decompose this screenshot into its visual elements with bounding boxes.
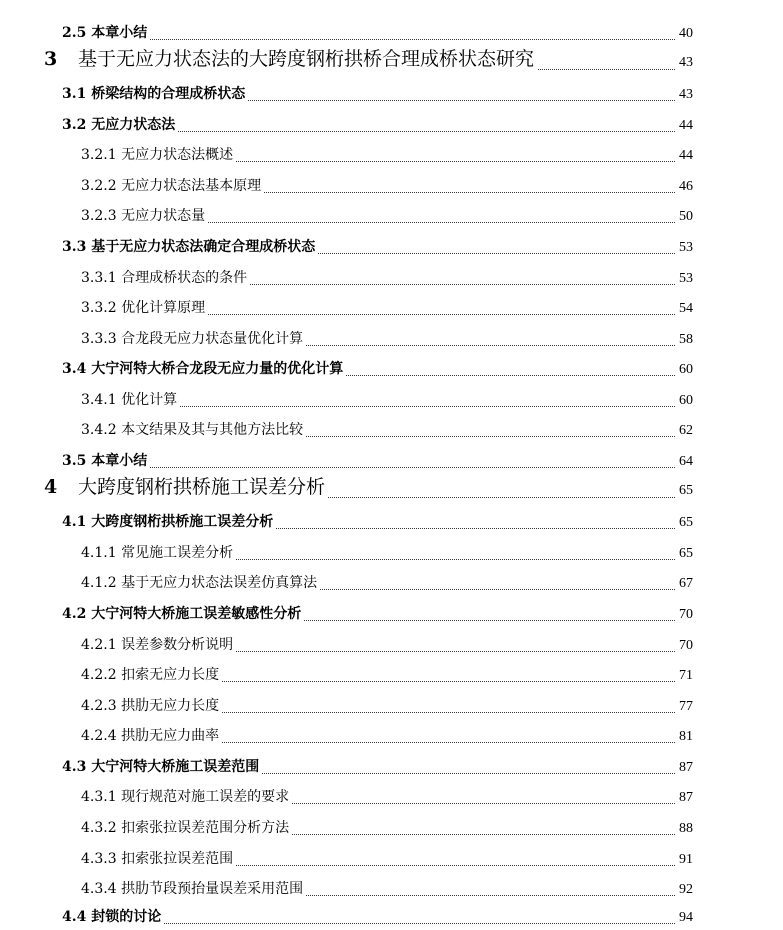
toc-entry-page: 65 — [676, 546, 693, 562]
toc-chapter-title — [44, 44, 537, 71]
chapter-number: 3 — [44, 48, 58, 70]
toc-entry[interactable] — [0, 383, 783, 413]
toc-entry[interactable] — [0, 689, 783, 719]
toc-entry[interactable] — [0, 199, 783, 229]
toc-entry[interactable] — [0, 322, 783, 352]
toc-entry-page: 43 — [676, 55, 693, 71]
toc-entry-title: 3.3.3 合龙段无应力状态量优化计算 — [81, 328, 306, 348]
toc-entry-page: 87 — [676, 760, 693, 776]
toc-entry-title: 4.2.3 拱肋无应力长度 — [81, 695, 222, 715]
toc-entry-page: 65 — [676, 483, 693, 499]
toc-chapter-title — [44, 472, 328, 499]
toc-entry[interactable] — [0, 169, 783, 199]
toc-entry-page: 60 — [676, 393, 693, 409]
toc-entry-page: 77 — [676, 699, 693, 715]
toc-entry-title: 4.1.2 基于无应力状态法误差仿真算法 — [81, 572, 320, 592]
toc-entry-title: 3.4.2 本文结果及其与其他方法比较 — [81, 419, 306, 439]
toc-entry-title: 4.2 大宁河特大桥施工误差敏感性分析 — [62, 603, 304, 623]
toc-entry[interactable] — [0, 536, 783, 566]
toc-entry-page: 70 — [676, 607, 693, 623]
toc-entry-page: 70 — [676, 638, 693, 654]
toc-entry[interactable] — [0, 352, 783, 382]
toc-entry-title: 3.3.2 优化计算原理 — [81, 297, 208, 317]
toc-entry[interactable] — [0, 413, 783, 443]
toc-entry-title: 4.2.4 拱肋无应力曲率 — [81, 725, 222, 745]
toc-entry-page: 44 — [676, 148, 693, 164]
toc-chapter-entry[interactable] — [0, 473, 783, 503]
toc-entry-title: 3.4.1 优化计算 — [81, 389, 180, 409]
toc-entry-title: 3.2.3 无应力状态量 — [81, 205, 208, 225]
toc-entry[interactable] — [0, 842, 783, 872]
toc-entry-page: 44 — [676, 118, 693, 134]
toc-entry-title: 4.4 封锁的讨论 — [62, 906, 164, 926]
toc-entry[interactable] — [0, 750, 783, 780]
dot-leader — [62, 467, 675, 468]
toc-entry-page: 40 — [676, 26, 693, 42]
toc-entry[interactable] — [0, 628, 783, 658]
toc-entry-page: 58 — [676, 332, 693, 348]
toc-entry[interactable] — [0, 261, 783, 291]
toc-entry[interactable] — [0, 719, 783, 749]
toc-entry-page: 53 — [676, 240, 693, 256]
toc-entry-page: 87 — [676, 790, 693, 806]
toc-entry[interactable] — [0, 230, 783, 260]
toc-entry[interactable] — [0, 138, 783, 168]
toc-entry[interactable] — [0, 597, 783, 627]
toc-entry[interactable] — [0, 811, 783, 841]
toc-entry-page: 54 — [676, 301, 693, 317]
chapter-number: 4 — [44, 476, 58, 498]
toc-entry-page: 53 — [676, 271, 693, 287]
toc-entry-title: 3.5 本章小结 — [62, 450, 150, 470]
toc-entry-title: 4.3.1 现行规范对施工误差的要求 — [81, 786, 292, 806]
toc-entry[interactable] — [0, 658, 783, 688]
toc-entry-title: 4.1 大跨度钢桁拱桥施工误差分析 — [62, 511, 276, 531]
toc-entry-title: 4.2.1 误差参数分析说明 — [81, 634, 236, 654]
toc-entry-title: 4.3.3 扣索张拉误差范围 — [81, 848, 236, 868]
toc-entry-page: 46 — [676, 179, 693, 195]
toc-entry[interactable] — [0, 505, 783, 535]
chapter-title-text: 大跨度钢桁拱桥施工误差分析 — [78, 476, 326, 498]
toc-entry-title: 3.2 无应力状态法 — [62, 114, 178, 134]
toc-entry[interactable] — [0, 566, 783, 596]
toc-entry-page: 43 — [676, 87, 693, 103]
toc-entry-page: 64 — [676, 454, 693, 470]
toc-entry-page: 62 — [676, 423, 693, 439]
toc-entry-title: 3.1 桥梁结构的合理成桥状态 — [62, 83, 248, 103]
dot-leader — [62, 39, 675, 40]
toc-entry-page: 60 — [676, 362, 693, 378]
toc-entry-page: 50 — [676, 209, 693, 225]
toc-entry[interactable] — [0, 291, 783, 321]
toc-entry-title: 4.3 大宁河特大桥施工误差范围 — [62, 756, 262, 776]
toc-entry-page: 67 — [676, 576, 693, 592]
toc-entry-page: 81 — [676, 729, 693, 745]
toc-entry-title: 3.3.1 合理成桥状态的条件 — [81, 267, 250, 287]
toc-entry-page: 94 — [676, 910, 693, 926]
toc-entry-page: 88 — [676, 821, 693, 837]
toc-entry-title: 4.3.4 拱肋节段预抬量误差采用范围 — [81, 878, 306, 898]
toc-entry-page: 71 — [676, 668, 693, 684]
toc-entry-title: 3.2.2 无应力状态法基本原理 — [81, 175, 264, 195]
toc-entry-partial[interactable] — [0, 900, 783, 930]
toc-entry[interactable] — [0, 108, 783, 138]
toc-entry[interactable] — [0, 444, 783, 474]
toc-entry-title: 4.1.1 常见施工误差分析 — [81, 542, 236, 562]
toc-entry-page: 91 — [676, 852, 693, 868]
toc-entry[interactable] — [0, 16, 783, 46]
toc-entry[interactable] — [0, 77, 783, 107]
toc-entry[interactable] — [0, 872, 783, 902]
chapter-title-text: 基于无应力状态法的大跨度钢桁拱桥合理成桥状态研究 — [78, 48, 535, 70]
toc-entry-page: 92 — [676, 882, 693, 898]
toc-entry-title: 3.4 大宁河特大桥合龙段无应力量的优化计算 — [62, 358, 346, 378]
toc-entry-title: 4.3.2 扣索张拉误差范围分析方法 — [81, 817, 292, 837]
toc-entry-title: 3.2.1 无应力状态法概述 — [81, 144, 236, 164]
toc-entry-title: 4.2.2 扣索无应力长度 — [81, 664, 222, 684]
toc-entry-page: 65 — [676, 515, 693, 531]
toc-entry-title: 2.5 本章小结 — [62, 22, 150, 42]
toc-entry[interactable] — [0, 780, 783, 810]
toc-chapter-entry[interactable] — [0, 45, 783, 75]
toc-entry-title: 3.3 基于无应力状态法确定合理成桥状态 — [62, 236, 318, 256]
